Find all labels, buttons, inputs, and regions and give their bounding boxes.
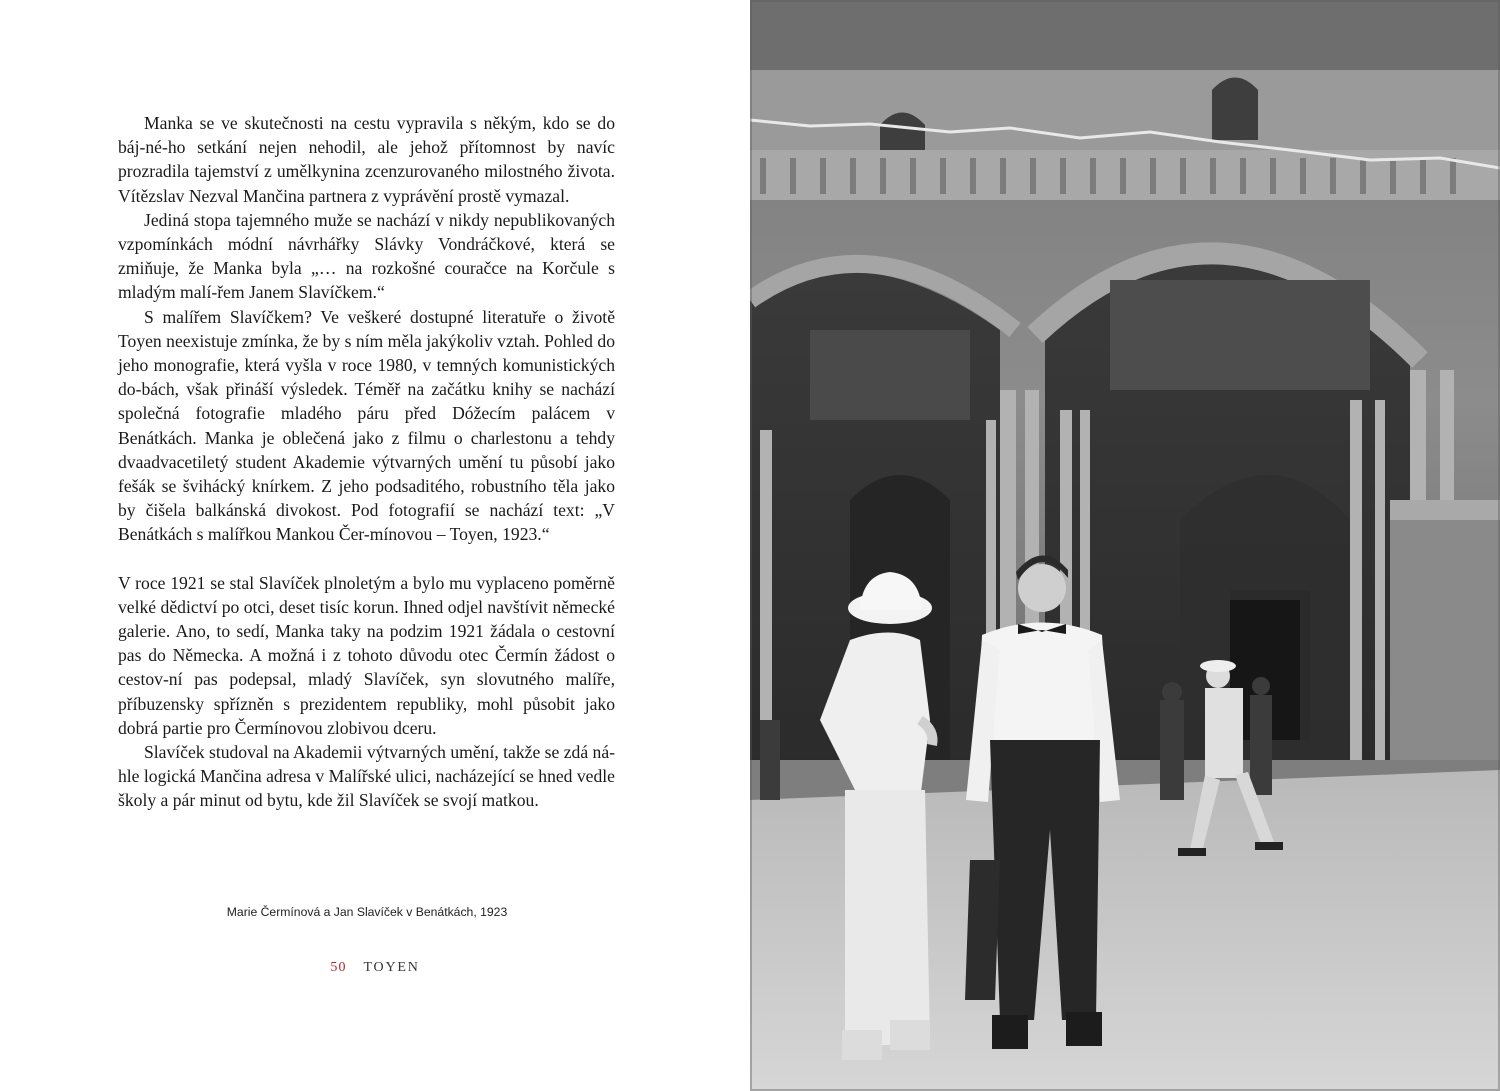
paragraph-3: S malířem Slavíčkem? Ve veškeré dostupné literatuře o životě Toyen neexistuje zmínka, že by s ním měla jakýkoliv vztah. Pohled do jeho monografie, která vyšla v roce 1980, v temných komunistických do-bách, však přináší výsledek. Téměř na začátku knihy se nachází společná fotografie mladého páru před Dóžecím palácem v Benátkách. Manka je oblečená jako z filmu o charlestonu a tehdy dvaadvacetiletý student Akademie výtvarných umění tu působí jako fešák se švihácký knírkem. Z jeho podsaditého, robustního těla jako by čišela balkánská divokost. Pod fotografií se nachází text: „V Benátkách s malířkou Mankou Čer-mínovou – Toyen, 1923.“	[118, 306, 615, 545]
paragraph-4: V roce 1921 se stal Slavíček plnoletým a bylo mu vyplaceno poměrně velké dědictví po otci, deset tisíc korun. Ihned odjel navštívit německé galerie. Ano, to sedí, Manka taky na podzim 1921 žádala o cestovní pas do Německa. A možná i z tohoto důvodu otec Čermín žádost o cestov-ní pas podepsal, mladý Slavíček, syn slovutného malíře, příbuzensky spřízněn s prezidentem republiky, mohl působit jako dobrá partie pro Čermínovou zlobivou dceru.	[118, 572, 615, 738]
paragraph-1: Manka se ve skutečnosti na cestu vypravila s někým, kdo se do báj-né-ho setkání nejen nehodil, ale jehož přítomnost by navíc prozradila tajemství z umělkynina zcenzurovaného milostného života. Vítězslav Nezval Mančina partnera z vyprávění prostě vymazal.	[118, 113, 615, 206]
body-text	[118, 111, 615, 813]
running-head: TOYEN	[363, 960, 420, 975]
section-break	[118, 547, 615, 571]
photo-illustration	[750, 0, 1500, 1091]
historical-photo	[750, 0, 1500, 1091]
page-footer	[0, 960, 750, 976]
paragraph-5: Slavíček studoval na Akademii výtvarných umění, takže se zdá ná-hle logická Mančina adresa v Malířské ulici, nacházející se hned vedle školy a pár minut od bytu, kde žil Slavíček se svojí matkou.	[118, 742, 615, 811]
photo-caption: Marie Čermínová a Jan Slavíček v Benátkách, 1923	[226, 905, 508, 919]
paragraph-2: Jediná stopa tajemného muže se nachází v nikdy nepublikovaných vzpomínkách módní návrhářky Slávky Vondráčkové, která se zmiňuje, že Manka byla „… na rozkošné couračce na Korčule s mladým malí-řem Janem Slavíčkem.“	[118, 209, 615, 303]
page-number: 50	[330, 960, 347, 975]
